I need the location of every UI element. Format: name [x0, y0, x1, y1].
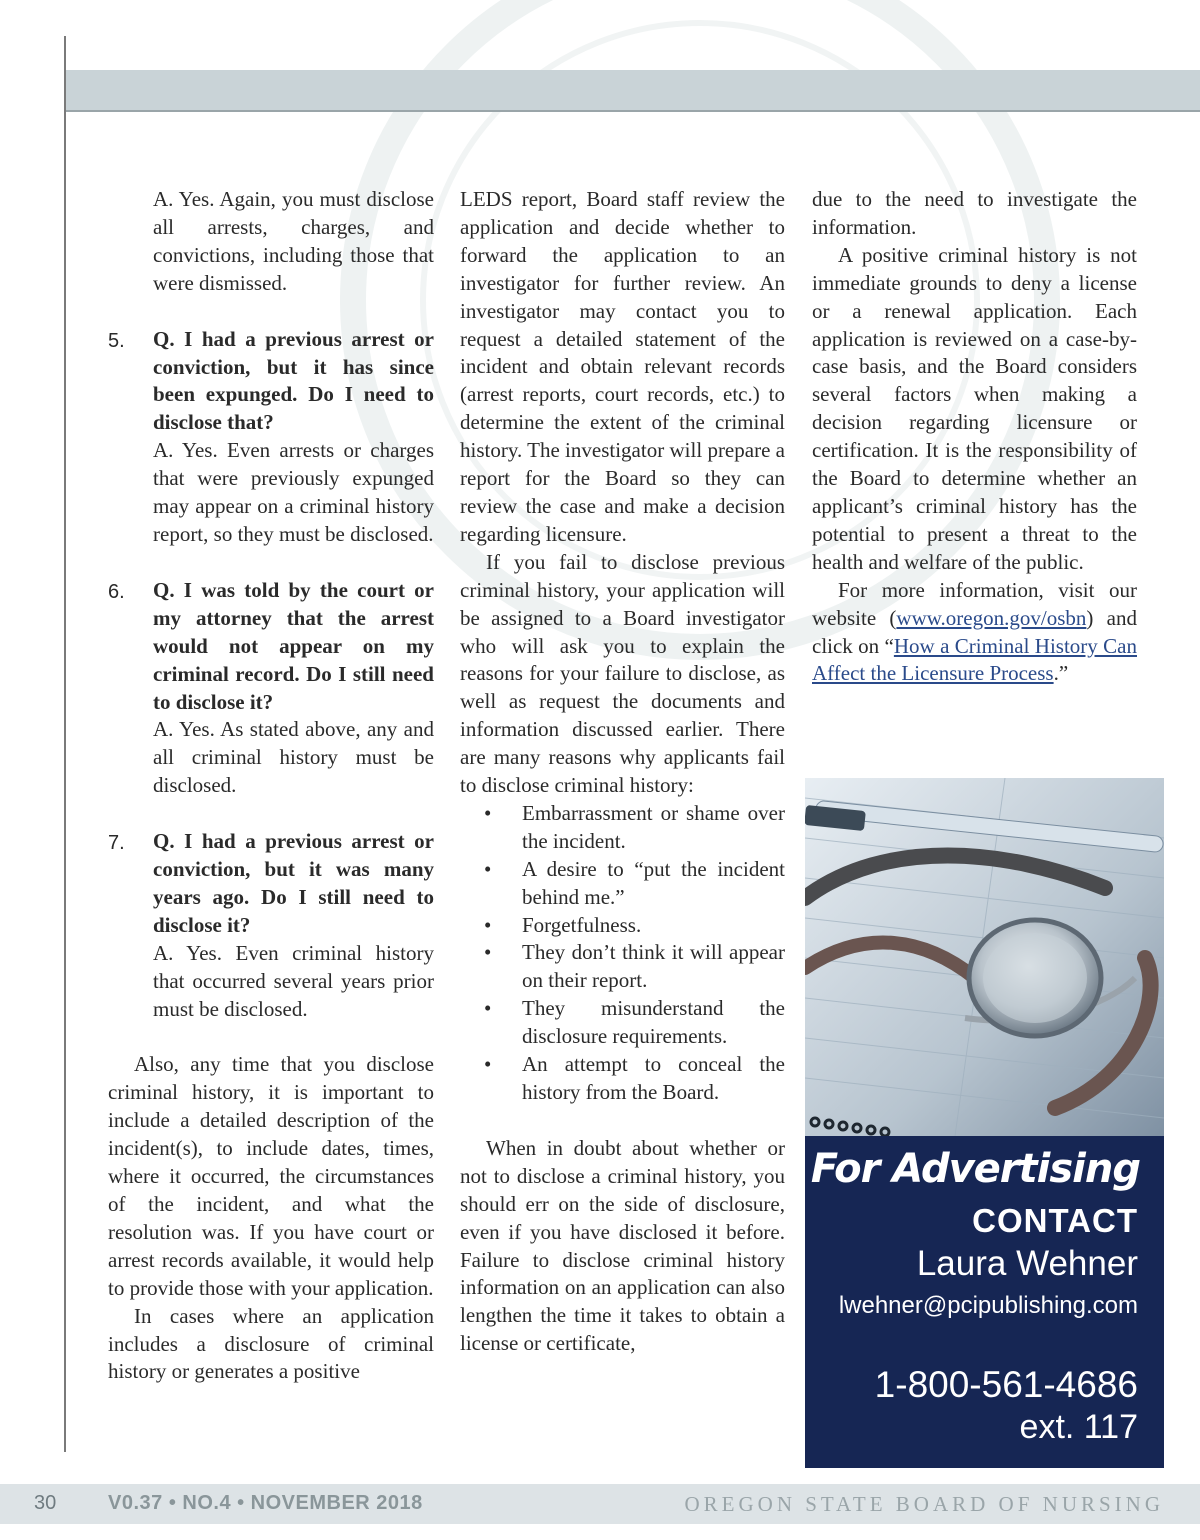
answer-5: A. Yes. Even arrests or charges that were previously expunged may appear on a criminal history report, so they must be disclosed. [153, 438, 434, 546]
column-1 [108, 186, 434, 1386]
list-item: • An attempt to conceal the history from the Board. [460, 1051, 785, 1107]
column-2 [460, 186, 785, 1358]
stethoscope-illustration [805, 778, 1164, 1136]
answer-6: A. Yes. As stated above, any and all criminal history must be disclosed. [153, 717, 434, 798]
question-5: Q. I had a previous arrest or conviction, but it has since been expunged. Do I need to disclose that? [153, 326, 434, 435]
advertising-box [805, 1136, 1164, 1468]
answer-4: A. Yes. Again, you must disclose all arrests, charges, and convictions, including those that were dismissed. [153, 187, 434, 295]
list-item: • A desire to “put the incident behind me.” [460, 856, 785, 912]
paragraph: LEDS report, Board staff review the application and decide whether to forward the application to an investigator for further review. An investigator may contact you to request a detailed statement of the incident and obtain relevant records (arrest reports, court records, etc.) to determine the extent of the criminal history. The investigator will prepare a report for the Board so they can review the case and make a decision regarding licensure. [460, 187, 785, 546]
paragraph: If you fail to disclose previous criminal history, your application will be assigned to a Board investigator who will ask you to explain the reasons for your failure to disclose, as well as request the documents and information discussed earlier. There are many reasons why applicants fail to disclose criminal history: [460, 549, 785, 798]
answer-7: A. Yes. Even criminal history that occurred several years prior must be disclosed. [153, 940, 434, 1021]
reasons-list [460, 800, 785, 1107]
qa-item-7 [108, 828, 434, 1023]
column-3 [812, 186, 1137, 688]
qa-number: 5. [108, 329, 125, 352]
qa-number: 6. [108, 580, 125, 603]
ad-phone: 1-800-561-4686 [874, 1364, 1138, 1405]
left-rule [64, 36, 66, 1452]
list-item: • They misunderstand the disclosure requirements. [460, 995, 785, 1051]
paragraph [812, 577, 1137, 689]
paragraph: In cases where an application includes a disclosure of criminal history or generates a positive [108, 1303, 434, 1384]
ad-extension: ext. 117 [1019, 1408, 1138, 1446]
ad-contact-label: CONTACT [972, 1202, 1138, 1239]
qa-item-4 [108, 186, 434, 298]
ad-contact-name: Laura Wehner [916, 1244, 1138, 1283]
paragraph: due to the need to investigate the information. [812, 187, 1137, 239]
qa-item-6 [108, 577, 434, 800]
ad-email[interactable]: lwehner@pcipublishing.com [838, 1292, 1138, 1319]
website-link[interactable]: www.oregon.gov/osbn [896, 605, 1087, 630]
paragraph: When in doubt about whether or not to disclose a criminal history, you should err on the side of disclosure, even if you have disclosed it before. Failure to disclose criminal history information on an application can also lengthen the time it takes to obtain a license or certificate, [460, 1135, 785, 1356]
question-6: Q. I was told by the court or my attorney that the arrest would not appear on my criminal record. Do I still need to disclose it? [153, 577, 434, 714]
paragraph: A positive criminal history is not immediate grounds to deny a license or a renewal application. Each application is reviewed on a case-by-case basis, and the Board considers several factors when making a decision regarding licensure or certification. It is the responsibility of the Board to determine whether an applicant’s criminal history has the potential to present a threat to the health and welfare of the public. [812, 242, 1137, 574]
stethoscope-photo [805, 778, 1164, 1136]
text: .” [1053, 661, 1069, 686]
text: For more information, visit our website ( [812, 577, 1137, 630]
publication-name: OREGON STATE BOARD OF NURSING [684, 1492, 1164, 1516]
issue-info: V0.37 • NO.4 • NOVEMBER 2018 [108, 1492, 423, 1514]
text: ) and click on “ [812, 605, 1137, 658]
qa-item-5 [108, 326, 434, 549]
page-footer [0, 1484, 1200, 1524]
criminal-history-link[interactable]: How a Criminal History Can Affect the Licensure Process [812, 633, 1137, 686]
paragraph: Also, any time that you disclose criminal history, it is important to include a detailed description of the incident(s), to include dates, times, where it occurred, the circumstances of the incident, and what the resolution was. If you have court or arrest records available, it would help to provide those with your application. [108, 1052, 434, 1300]
list-item: • Embarrassment or shame over the incident. [460, 800, 785, 856]
list-item: • They don’t think it will appear on their report. [460, 939, 785, 995]
qa-number: 7. [108, 832, 125, 855]
question-7: Q. I had a previous arrest or conviction, but it was many years ago. Do I still need to disclose it? [153, 829, 434, 937]
list-item: • Forgetfulness. [460, 912, 785, 940]
ad-title: For Advertising [810, 1146, 1140, 1192]
header-band [66, 70, 1200, 112]
page-number: 30 [34, 1492, 57, 1514]
